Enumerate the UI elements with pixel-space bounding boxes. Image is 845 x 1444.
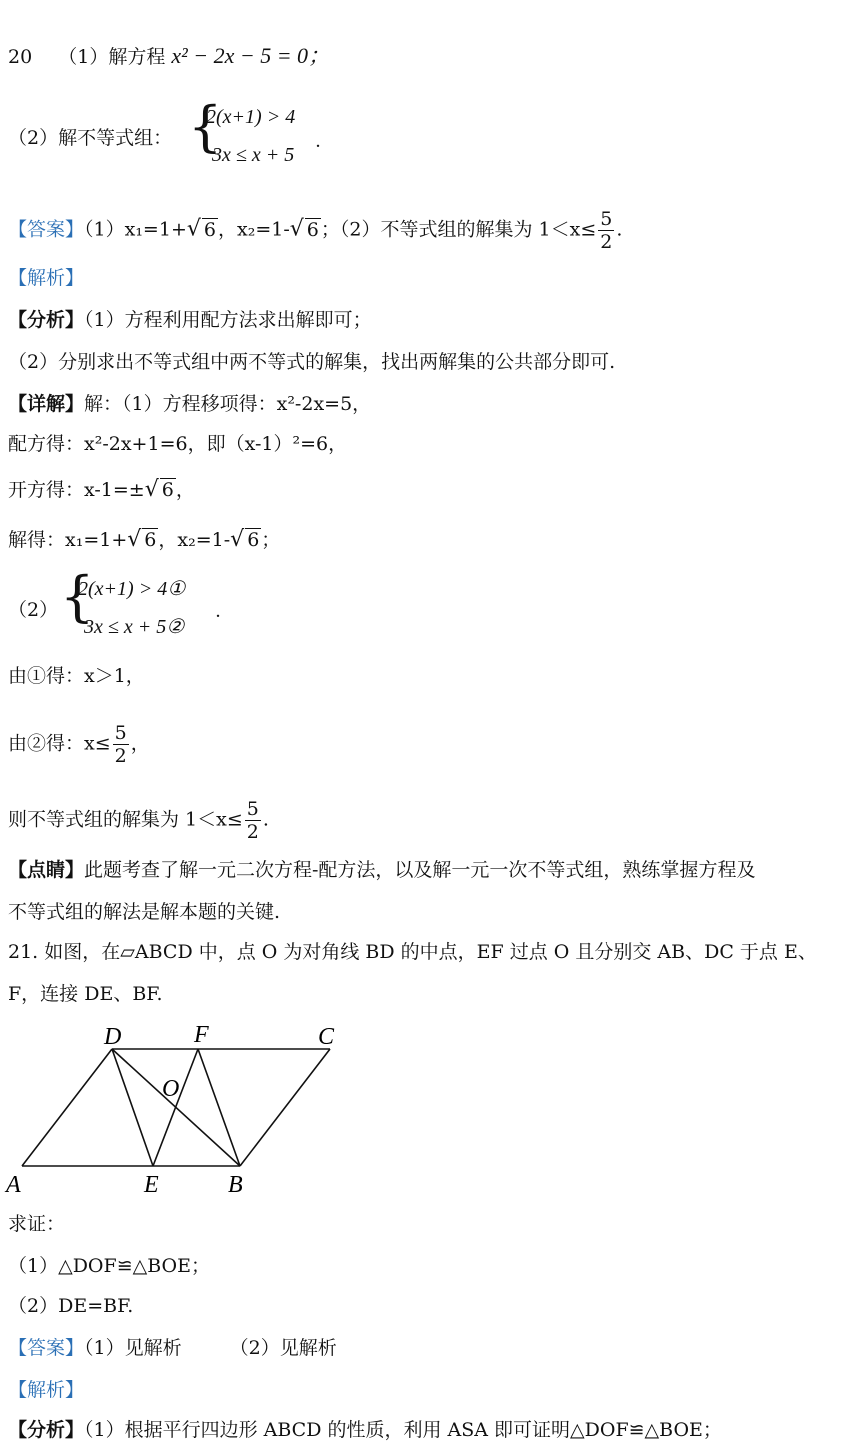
segment-DE bbox=[112, 1049, 153, 1166]
fenxi-line2: （2）分别求出不等式组中两不等式的解集，找出两解集的公共部分即可. bbox=[8, 351, 616, 373]
q21-item2: （2）DE=BF. bbox=[8, 1295, 134, 1317]
xiangjie-line4 bbox=[8, 528, 280, 552]
xiangjie-line2: 配方得：x²-2x+1=6，即（x-1）²=6， bbox=[8, 433, 348, 455]
label-A: A bbox=[6, 1172, 21, 1198]
fenxi21-text1: （1）根据平行四边形 ABCD 的性质，利用 ASA 即可证明△DOF≌△BOE； bbox=[84, 1419, 722, 1441]
dianjing-line2: 不等式组的解法是解本题的关键. bbox=[8, 901, 281, 923]
answer20-c: ；（2）不等式组的解集为 1＜x≤ bbox=[320, 218, 597, 241]
answer20-sqrt1: 6 bbox=[203, 218, 216, 241]
q20-p1-equation: x² − 2x − 5 = 0； bbox=[171, 43, 331, 68]
fenxi-text1: （1）方程利用配方法求出解即可； bbox=[84, 309, 372, 331]
sqrt-icon: √ bbox=[230, 527, 245, 552]
jiexi-tag: 【解析】 bbox=[8, 267, 85, 289]
q20-sys-line1: 2(x+1) > 4 bbox=[206, 106, 296, 128]
answer20-b: ，x₂=1- bbox=[218, 218, 290, 241]
label-O: O bbox=[162, 1076, 180, 1102]
xiangjie-tag: 【详解】 bbox=[8, 393, 85, 415]
xiangjie-sqrt: 6 bbox=[144, 529, 157, 551]
jiexi21-tag: 【解析】 bbox=[8, 1379, 85, 1401]
xiangjie-line4a: 解得：x₁=1+ bbox=[8, 529, 128, 551]
segment-EF bbox=[153, 1049, 198, 1166]
xiangjie-p2-label: （2） bbox=[8, 599, 59, 621]
xiangjie-sys-line1: 2(x+1) > 4① bbox=[78, 578, 186, 600]
sqrt-icon: √ bbox=[144, 477, 159, 502]
fraction bbox=[113, 722, 129, 767]
fraction-den: 2 bbox=[600, 231, 613, 253]
fenxi-tag: 【分析】 bbox=[8, 309, 85, 331]
xiangjie-line7b: ， bbox=[130, 732, 150, 755]
fraction-num: 5 bbox=[600, 208, 613, 230]
xiangjie-sqrt: 6 bbox=[247, 529, 260, 551]
fraction-den: 2 bbox=[246, 821, 259, 843]
xiangjie-line6: 由①得：x＞1， bbox=[8, 665, 145, 687]
sqrt-icon: √ bbox=[289, 216, 304, 242]
q20-sys-line2: 3x ≤ x + 5 bbox=[212, 144, 295, 166]
xiangjie-line4b: ，x₂=1- bbox=[158, 529, 231, 551]
label-C: C bbox=[318, 1024, 335, 1050]
xiangjie-sqrt: 6 bbox=[161, 479, 174, 501]
question-number: 20 bbox=[8, 46, 33, 68]
xiangjie-line7 bbox=[8, 722, 150, 767]
fraction bbox=[598, 208, 614, 253]
q20-sys-tail: . bbox=[316, 130, 321, 152]
fenxi21-line1 bbox=[8, 1418, 722, 1442]
label-F: F bbox=[194, 1022, 209, 1048]
label-B: B bbox=[228, 1172, 243, 1198]
fraction bbox=[245, 798, 261, 843]
fenxi-line1 bbox=[8, 308, 372, 332]
xiangjie-line3 bbox=[8, 478, 195, 502]
answer20-sqrt2: 6 bbox=[306, 218, 319, 241]
parallelogram-figure bbox=[0, 1016, 360, 1206]
fraction-den: 2 bbox=[114, 745, 127, 767]
answer-tag: 【答案】 bbox=[8, 218, 85, 241]
xiangjie-text1: 解：（1）方程移项得：x²-2x=5， bbox=[84, 393, 372, 415]
xiangjie-line7a: 由②得：x≤ bbox=[8, 732, 111, 755]
qiuzheng: 求证： bbox=[8, 1213, 66, 1235]
answer21 bbox=[8, 1336, 337, 1360]
label-D: D bbox=[104, 1024, 122, 1050]
segment-BF bbox=[198, 1049, 240, 1166]
brace-icon: { bbox=[60, 565, 95, 628]
xiangjie-line3a: 开方得：x-1=± bbox=[8, 479, 145, 501]
answer20-a: （1）x₁=1+ bbox=[84, 218, 187, 241]
dianjing-line1 bbox=[8, 858, 755, 882]
xiangjie-sys-tail: . bbox=[216, 600, 221, 622]
dianjing-text1: 此题考查了解一元二次方程-配方法，以及解一元一次不等式组，熟练掌握方程及 bbox=[84, 859, 756, 881]
q20-p1-label: （1）解方程 bbox=[58, 46, 166, 68]
xiangjie-line1 bbox=[8, 392, 371, 416]
sqrt-icon: √ bbox=[127, 527, 142, 552]
answer20 bbox=[8, 208, 622, 253]
xiangjie-line4c: ； bbox=[261, 529, 281, 551]
fenxi21-tag: 【分析】 bbox=[8, 1419, 85, 1441]
q20-p2-label: （2）解不等式组： bbox=[8, 127, 173, 149]
brace-icon: { bbox=[188, 95, 223, 158]
dianjing-tag: 【点睛】 bbox=[8, 859, 85, 881]
segment-AD bbox=[22, 1049, 112, 1166]
q21-line2: F，连接 DE、BF. bbox=[8, 983, 163, 1005]
fraction-num: 5 bbox=[114, 722, 127, 744]
xiangjie-line8a: 则不等式组的解集为 1＜x≤ bbox=[8, 808, 243, 831]
answer-tag: 【答案】 bbox=[8, 1337, 85, 1359]
xiangjie-line8 bbox=[8, 798, 269, 843]
answer21-a2: （2）见解析 bbox=[229, 1337, 337, 1359]
xiangjie-line8b: . bbox=[262, 808, 269, 831]
xiangjie-sys-line2: 3x ≤ x + 5② bbox=[84, 616, 185, 638]
segment-BC bbox=[240, 1049, 330, 1166]
sqrt-icon: √ bbox=[186, 216, 201, 242]
fraction-num: 5 bbox=[246, 798, 259, 820]
answer21-a1: （1）见解析 bbox=[84, 1337, 182, 1359]
answer20-tail: . bbox=[616, 218, 623, 241]
q20-part1 bbox=[8, 44, 330, 69]
q21-item1: （1）△DOF≌△BOE； bbox=[8, 1255, 210, 1277]
q21-line1: 21. 如图，在▱ABCD 中，点 O 为对角线 BD 的中点，EF 过点 O 且分别交 AB、DC 于点 E、 bbox=[8, 941, 817, 963]
xiangjie-line3b: ， bbox=[175, 479, 195, 501]
label-E: E bbox=[144, 1172, 159, 1198]
